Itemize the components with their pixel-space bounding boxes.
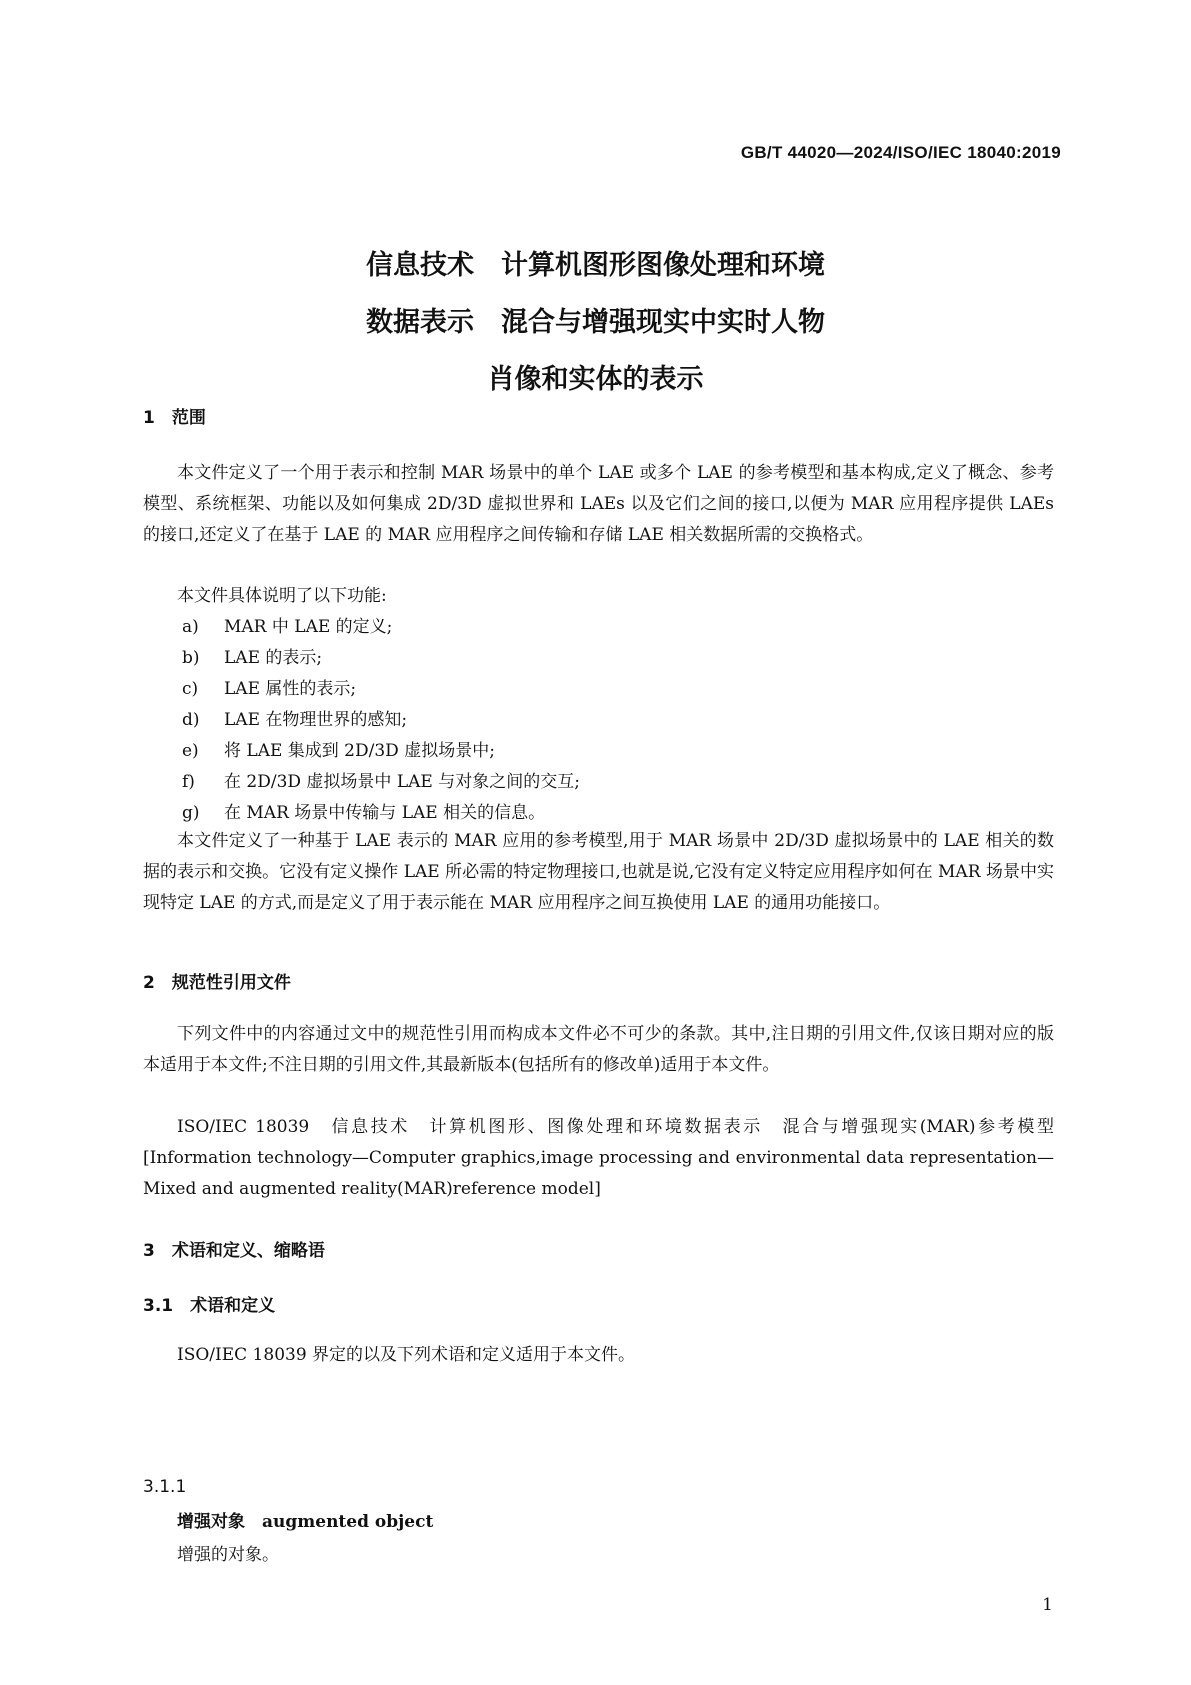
list-item-text: 将 LAE 集成到 2D/3D 虚拟场景中; <box>224 741 495 761</box>
terms-intro: ISO/IEC 18039 界定的以及下列术语和定义适用于本文件。 <box>177 1345 636 1365</box>
term-definition: 增强的对象。 <box>177 1545 279 1565</box>
section-1-intro: 本文件具体说明了以下功能: <box>177 586 387 606</box>
list-item <box>182 705 407 730</box>
section-2-heading: 2 规范性引用文件 <box>143 973 291 993</box>
section-2-paragraph: 下列文件中的内容通过文中的规范性引用而构成本文件必不可少的条款。其中,注日期的引用文件,仅该日期对应的版本适用于本文件;不注日期的引用文件,其最新版本(包括所有的修改单)适用于本文件。 <box>143 1024 1054 1075</box>
list-item <box>182 736 495 761</box>
list-item-label: a) <box>182 617 199 637</box>
normative-reference: ISO/IEC 18039 信息技术 计算机图形、图像处理和环境数据表示 混合与增强现实(MAR)参考模型[Information technology—Computer graphics,image processing and environmental data representation—Mixed and augmented reality(MAR)reference model] <box>143 1117 1054 1199</box>
list-item <box>182 612 392 637</box>
list-item <box>182 767 580 792</box>
list-item <box>182 798 545 823</box>
list-item-text: 在 MAR 场景中传输与 LAE 相关的信息。 <box>224 803 546 823</box>
list-item <box>182 643 322 668</box>
document-title <box>0 237 1191 408</box>
list-item-label: e) <box>182 741 199 761</box>
list-item-text: LAE 属性的表示; <box>224 679 357 699</box>
list-item-text: MAR 中 LAE 的定义; <box>224 617 393 637</box>
list-item-label: f) <box>182 772 195 792</box>
list-item-label: c) <box>182 679 199 699</box>
list-item <box>182 674 356 699</box>
list-item-label: d) <box>182 710 200 730</box>
standard-code: GB/T 44020—2024/ISO/IEC 18040:2019 <box>740 143 1061 162</box>
list-item-text: LAE 的表示; <box>224 648 323 668</box>
section-1-paragraph-2: 本文件定义了一种基于 LAE 表示的 MAR 应用的参考模型,用于 MAR 场景中 2D/3D 虚拟场景中的 LAE 相关的数据的表示和交换。它没有定义操作 LAE 所必需的特定物理接口,也就是说,它没有定义特定应用程序如何在 MAR 场景中实现特定 LAE 的方式,而是定义了用于表示能在 MAR 应用程序之间互换使用 LAE 的通用功能接口。 <box>143 831 1054 913</box>
section-3-heading: 3 术语和定义、缩略语 <box>143 1241 325 1261</box>
term-entry <box>177 1507 433 1532</box>
section-1-paragraph-1: 本文件定义了一个用于表示和控制 MAR 场景中的单个 LAE 或多个 LAE 的参考模型和基本构成,定义了概念、参考模型、系统框架、功能以及如何集成 2D/3D 虚拟世界和 LAEs 以及它们之间的接口,以便为 MAR 应用程序提供 LAEs 的接口,还定义了在基于 LAE 的 MAR 应用程序之间传输和存储 LAE 相关数据所需的交换格式。 <box>143 463 1054 545</box>
subsection-3-1-heading: 3.1 术语和定义 <box>143 1296 276 1316</box>
list-item-label: g) <box>182 803 200 823</box>
term-english: augmented object <box>262 1512 434 1532</box>
list-item-text: 在 2D/3D 虚拟场景中 LAE 与对象之间的交互; <box>224 772 580 792</box>
list-item-text: LAE 在物理世界的感知; <box>224 710 408 730</box>
title-line-2: 数据表示 混合与增强现实中实时人物 <box>366 307 825 338</box>
section-1-heading: 1 范围 <box>143 408 206 428</box>
term-number: 3.1.1 <box>143 1477 187 1497</box>
term-chinese: 增强对象 <box>177 1512 245 1532</box>
title-line-3: 肖像和实体的表示 <box>487 364 704 395</box>
list-item-label: b) <box>182 648 200 668</box>
page-number: 1 <box>1042 1595 1053 1615</box>
title-line-1: 信息技术 计算机图形图像处理和环境 <box>366 250 825 281</box>
